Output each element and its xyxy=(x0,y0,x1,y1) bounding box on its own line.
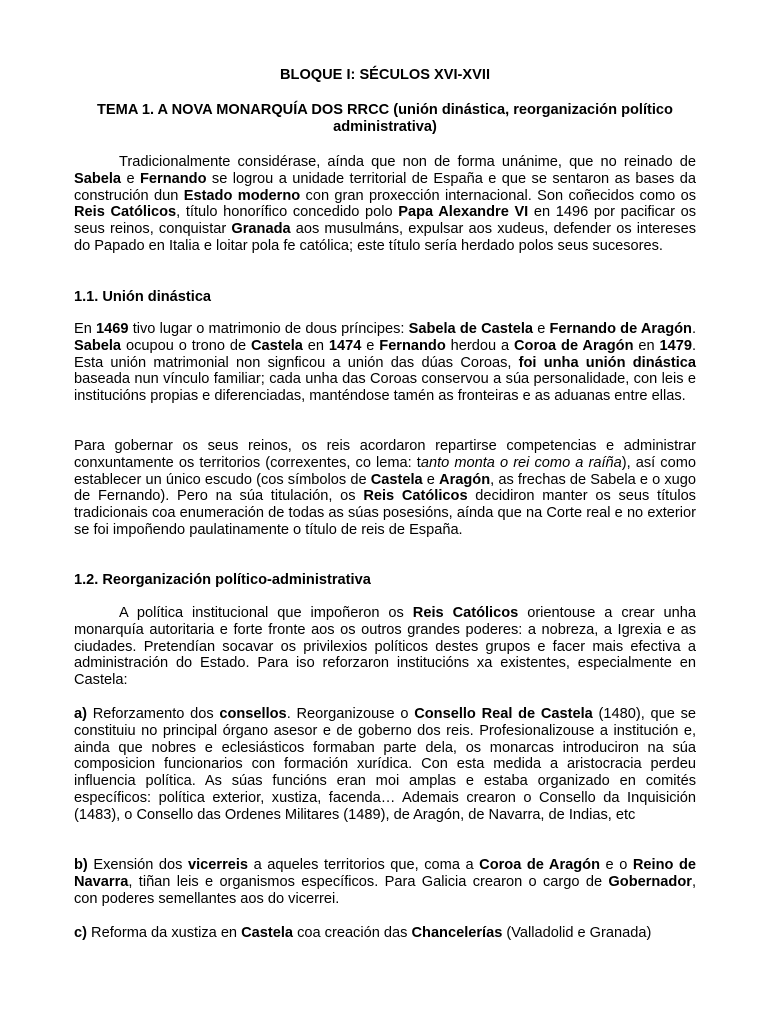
bold-run: Fernando de Aragón xyxy=(549,321,692,337)
bold-run: Reis Católicos xyxy=(412,605,519,621)
text-run: (Valladolid e Granada) xyxy=(502,925,652,941)
text-run: (1480), que se constituiu no principal órgano asesor e de goberno dos reis. Profesionalizouse a institución e, ainda que nobres e eclesiásticos formaban parte dela, os monarcas introduciron na súa composicion funcionarios con formación xurídica. Con esta medida a aristocracia perdeu influencia política. As súas funcións eran moi amplas e estaba organizado en comités específicos: política exterior, xustiza, facenda… Ademais crearon o Consello da Inquisición (1483), o Consello das Ordenes Militares (1489), de Aragón, de Navarra, de Indias, etc xyxy=(74,706,696,823)
text-run: ), así como establecer un único escudo (cos símbolos de xyxy=(74,454,696,488)
bold-run: 1474 xyxy=(328,337,362,354)
bold-run: foi unha unión dinástica xyxy=(518,354,697,371)
bold-run: Sabela xyxy=(74,170,122,187)
bold-run: Sabela de Castela xyxy=(408,321,534,337)
text-run: en 1496 por pacificar os seus reinos, conquistar xyxy=(74,204,696,238)
text-run: Tradicionalmente considérase, aínda que non de forma unánime, que no reinado de xyxy=(119,154,696,170)
text-run: , con poderes semellantes aos do vicerrei. xyxy=(74,873,696,907)
text-run: en xyxy=(302,337,329,354)
text-run: e xyxy=(361,337,380,354)
text-run: . xyxy=(691,321,697,337)
text-run: , título honorífico concedido polo xyxy=(176,204,399,221)
text-run: decidiron manter os seus títulos tradicionais coa enumeración de todas as súas posesións, aínda que na Corte real e no exterior se foi impoñendo paulatinamente o título de reis de España. xyxy=(74,488,696,538)
text-run: tivo lugar o matrimonio de dous príncipes: xyxy=(128,321,409,337)
bold-run: Granada xyxy=(231,221,291,238)
bold-run: Reis Católicos xyxy=(363,488,468,505)
text-run: . Esta unión matrimonial non signficou a unión das dúas Coroas, xyxy=(74,337,697,371)
text-run: e xyxy=(533,321,550,337)
bold-run: Fernando xyxy=(379,337,446,354)
bold-run: Castela xyxy=(370,471,423,488)
item-b-paragraph xyxy=(74,857,696,907)
bold-run: Castela xyxy=(241,925,294,941)
text-run: , tiñan leis e organismos específicos. Para Galicia crearon o cargo de xyxy=(128,873,609,890)
text-run: e xyxy=(422,471,440,488)
text-run: ocupou o trono de xyxy=(121,337,251,354)
bold-run: vicerreis xyxy=(188,857,249,873)
text-run: en xyxy=(633,337,660,354)
item-c-paragraph xyxy=(74,925,696,942)
bold-run: 1479 xyxy=(659,337,692,354)
text-run: baseada nun vínculo familiar; cada unha das Coroas conservou a súa personalidade, con leis e institucións propias e diferenciadas, manténdose tamén as fronteiras e as aduanas entre ellas. xyxy=(74,371,696,405)
section-2-paragraph-1 xyxy=(74,605,696,689)
bold-run: Fernando xyxy=(140,170,207,187)
item-a-paragraph xyxy=(74,706,696,824)
bold-run: Castela xyxy=(250,337,303,354)
section-1-heading: 1.1. Unión dinástica xyxy=(74,289,212,305)
text-run: e xyxy=(121,170,140,187)
bold-run: Aragón xyxy=(439,471,491,488)
text-run: , as frechas de Sabela e o xugo de Fernando). Pero na súa titulación, os xyxy=(74,471,697,505)
text-run: En xyxy=(74,321,97,337)
text-run: Reforzamento dos xyxy=(86,706,220,722)
bold-run: Chancelerías xyxy=(411,925,503,941)
text-run: A política institucional que impoñeron os xyxy=(119,605,413,621)
text-run: orientouse a crear unha monarquía autoritaria e forte fronte aos os outros grandes poderes: a nobreza, a Igrexia e as ciudades. Pretendían socavar os privilexios políticos destes grupos e facer mais efectiva a administración do Estado. Para iso reforzaron institucións xa existentes, especialmente en Castela: xyxy=(74,605,697,689)
bold-run: Reino de Navarra xyxy=(74,857,697,890)
text-run: Exensión dos xyxy=(87,857,188,873)
text-run: e o xyxy=(600,857,633,873)
bold-run: Gobernador xyxy=(608,873,692,890)
text-run: aos musulmáns, expulsar aos xudeus, defender os intereses do Papado en Italia e loitar pola fe católica; este título sería herdado polos seus sucesores. xyxy=(74,221,696,254)
bold-run: 1469 xyxy=(96,321,129,337)
bold-run: a) xyxy=(74,706,87,722)
bold-run: b) xyxy=(74,857,88,873)
text-run: coa creación das xyxy=(293,925,412,941)
bold-run: Consello Real de Castela xyxy=(414,706,593,722)
text-run: Para gobernar os seus reinos, os reis acordaron repartirse competencias e administrar conxuntamente os territorios (correxentes, co lema: t xyxy=(74,438,696,471)
section-1-paragraph-2 xyxy=(74,438,696,539)
text-run: Reforma da xustiza en xyxy=(86,925,242,941)
text-run: con gran proxección internacional. Son coñecidos como os xyxy=(300,187,696,204)
bold-run: Papa Alexandre VI xyxy=(398,204,529,221)
italic-run: anto monta o rei como a raíña xyxy=(420,454,622,471)
tema-title: TEMA 1. A NOVA MONARQUÍA DOS RRCC (unión dinástica, reorganización político administrativa) xyxy=(97,102,673,135)
bold-run: consellos xyxy=(219,706,287,722)
text-run: . Reorganizouse o xyxy=(286,706,415,722)
bold-run: Coroa de Aragón xyxy=(479,857,600,873)
text-run: a aqueles territorios que, coma a xyxy=(248,857,480,873)
intro-paragraph xyxy=(74,154,696,255)
bold-run: c) xyxy=(74,925,87,941)
bold-run: Estado moderno xyxy=(183,187,301,204)
text-run: se logrou a unidade territorial de España e que se sentaron as bases da construción dun xyxy=(74,170,696,204)
bloque-title: BLOQUE I: SÉCULOS XVI-XVII xyxy=(279,67,490,83)
section-2-heading: 1.2. Reorganización político-administrativa xyxy=(74,572,371,588)
text-run: herdou a xyxy=(445,337,514,354)
bold-run: Coroa de Aragón xyxy=(513,337,634,354)
section-1-paragraph-1 xyxy=(74,321,696,405)
bold-run: Reis Católicos xyxy=(74,204,177,221)
bold-run: Sabela xyxy=(74,337,122,354)
